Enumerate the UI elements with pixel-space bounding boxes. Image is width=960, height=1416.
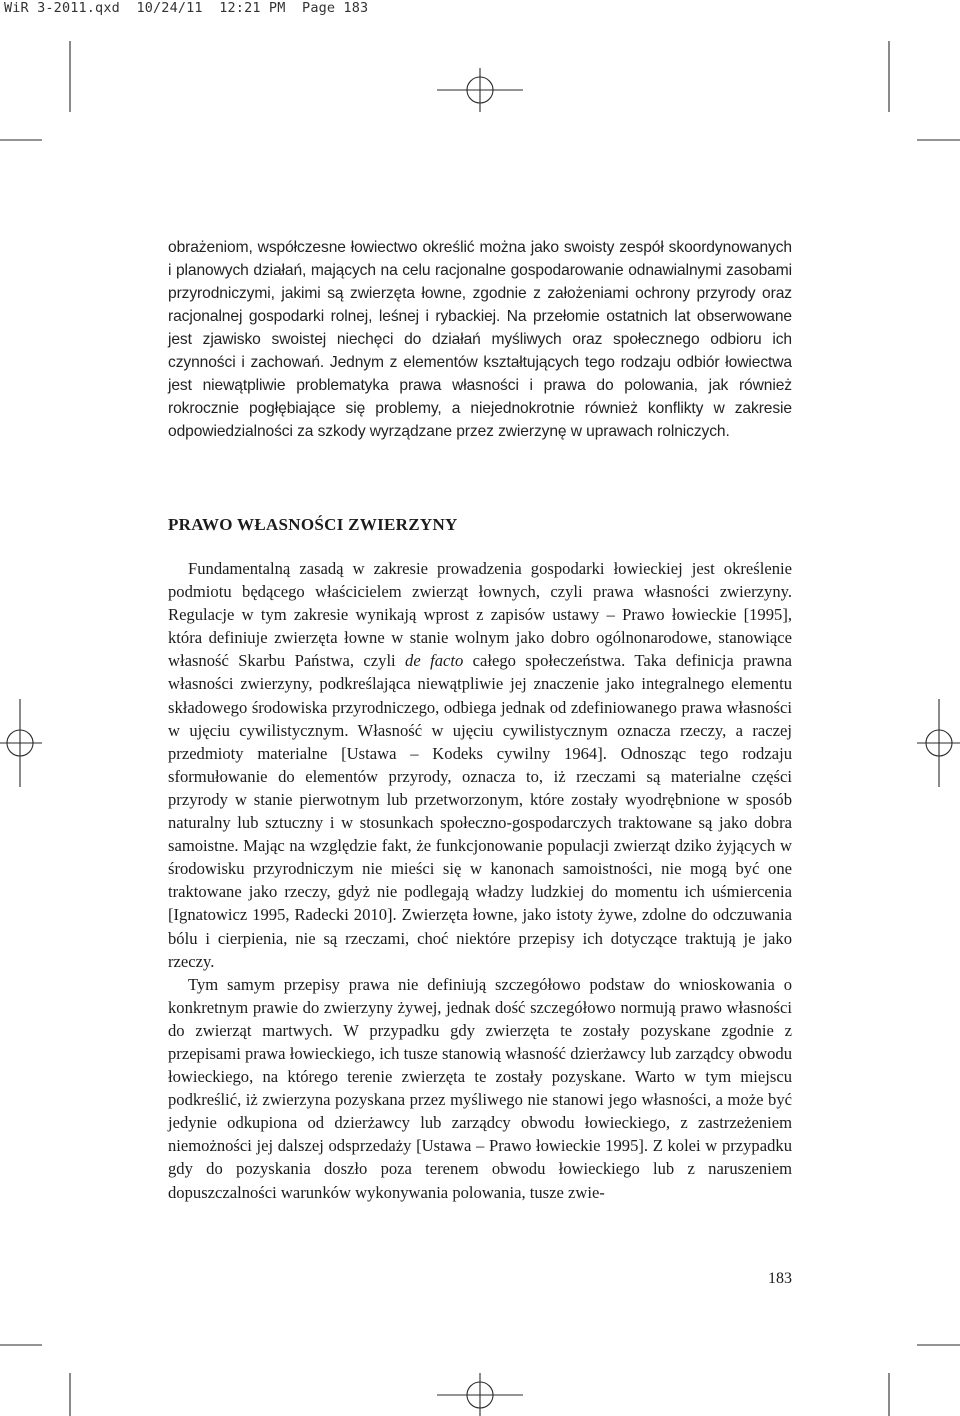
italic-term: de facto [405,651,464,671]
paragraph-ownership-part-1: Fundamentalną zasadą w zakresie prowadzenia gospodarki łowieckiej jest określenie podmiotu będącego właścicielem zwierząt łownych, czyli prawa własności zwierzyny. Regulacje w tym zakresie wynikają wprost z zapisów ustawy – Prawo łowieckie [1995], która definiuje zwierzęta łowne w stanie wolnym jako dobro ogólnonarodowe, stanowiące własność Skarbu Państwa, czyli [168,559,792,671]
intro-text-block [168,236,792,443]
slug-filename: WiR 3-2011.qxd [4,0,120,16]
crop-mark-bottom-right [889,1345,960,1416]
crop-mark-top-right [889,41,960,140]
registration-mark-top [437,68,523,112]
crop-mark-bottom-left [0,1345,70,1416]
registration-mark-left [0,699,42,787]
registration-mark-right [917,699,960,787]
slug-time: 12:21 PM [219,0,286,16]
page-number: 183 [768,1270,792,1287]
slug-date: 10/24/11 [136,0,203,16]
paragraph-dead-game: Tym samym przepisy prawa nie definiują szczegółowo podstaw do wnioskowania o konkretnym prawie do zwierzyny żywej, jednak dość szczegółowo normują prawo własności do zwierząt martwych. W przypadku gdy zwierzęta te zostały pozyskane zgodnie z przepisami prawa łowieckiego, ich tusze stanowią własność dzierżawcy lub zarządcy obwodu łowieckiego, na którego terenie zwierzęta te zostały pozyskane. Warto w tym miejscu podkreślić, iż zwierzyna pozyskana przez myśliwego nie stanowi jego własności, a może być jedynie odkupiona od dzierżawcy lub zarządcy obwodu łowieckiego, z zastrzeżeniem niemożności jej dalszej odsprzedaży [Ustawa – Prawo łowieckie 1995]. Z kolei w przypadku gdy do pozyskania doszło poza terenem obwodu łowieckiego lub z naruszeniem dopuszczalności warunków wykonywania polowania, tusze zwie- [168,974,792,1202]
paragraph-ownership-part-2: całego społeczeństwa. Taka definicja prawna własności zwierzyny, podkreślająca niewątpliwie jej znaczenie jako integralnego elementu składowego środowiska przyrodniczego, odbiega jednak od zdefiniowanego prawa własności w ujęciu cywilistycznym. Własność w ujęciu cywilistycznym oznacza rzeczy, a raczej przedmioty materialne [Ustawa – Kodeks cywilny 1964]. Odnosząc tego rodzaju sformułowanie do elementów przyrody, oznacza to, iż rzeczami są materialne części przyrody w stanie pierwotnym lub przetworzonym, które zostały wyodrębnione w sposób naturalny lub sztuczny i w stosunkach społeczno-gospodarczych traktowane są jako dobra samoistne. Mając na względzie fakt, że funkcjonowanie populacji zwierząt dziko żyjących w środowisku przyrodniczym nie mieści się w kanonach samoistności, nie mogą być one traktowane jako rzeczy, gdyż nie podlegają władzy ludzkiej do momentu ich uśmiercenia [Ignatowicz 1995, Radecki 2010]. Zwierzęta łowne, jako istoty żywe, zdolne do odczuwania bólu i cierpienia, nie są rzeczami, choć niektóre przepisy ich dotyczące traktują je jako rzeczy. [168,651,792,971]
intro-paragraph: obrażeniom, współczesne łowiectwo określić można jako swoisty zespół skoordynowanych i planowych działań, mających na celu racjonalne gospodarowanie odnawialnymi zasobami przyrodniczymi, jakimi są zwierzęta łowne, zgodnie z założeniami ochrony przyrody oraz racjonalnej gospodarki rolnej, leśnej i rybackiej. Na przełomie ostatnich lat obserwowane jest zjawisko swoistej niechęci do działań myśliwych oraz społecznego odbioru ich czynności i zachowań. Jednym z elementów kształtujących tego rodzaju odbiór łowiectwa jest niewątpliwie problematyka prawa własności i prawa do polowania, jak również rokrocznie pogłębiające się problemy, a niejednokrotnie również konflikty w zakresie odpowiedzialności za szkody wyrządzane przez zwierzynę w uprawach rolniczych. [168,239,792,440]
paragraph-ownership [168,557,792,973]
slug-page-label: Page 183 [302,0,369,16]
crop-mark-top-left [0,41,70,140]
section-heading: PRAWO WŁASNOŚCI ZWIERZYNY [168,515,458,534]
main-text-block [168,557,792,1204]
registration-mark-bottom [437,1373,523,1416]
